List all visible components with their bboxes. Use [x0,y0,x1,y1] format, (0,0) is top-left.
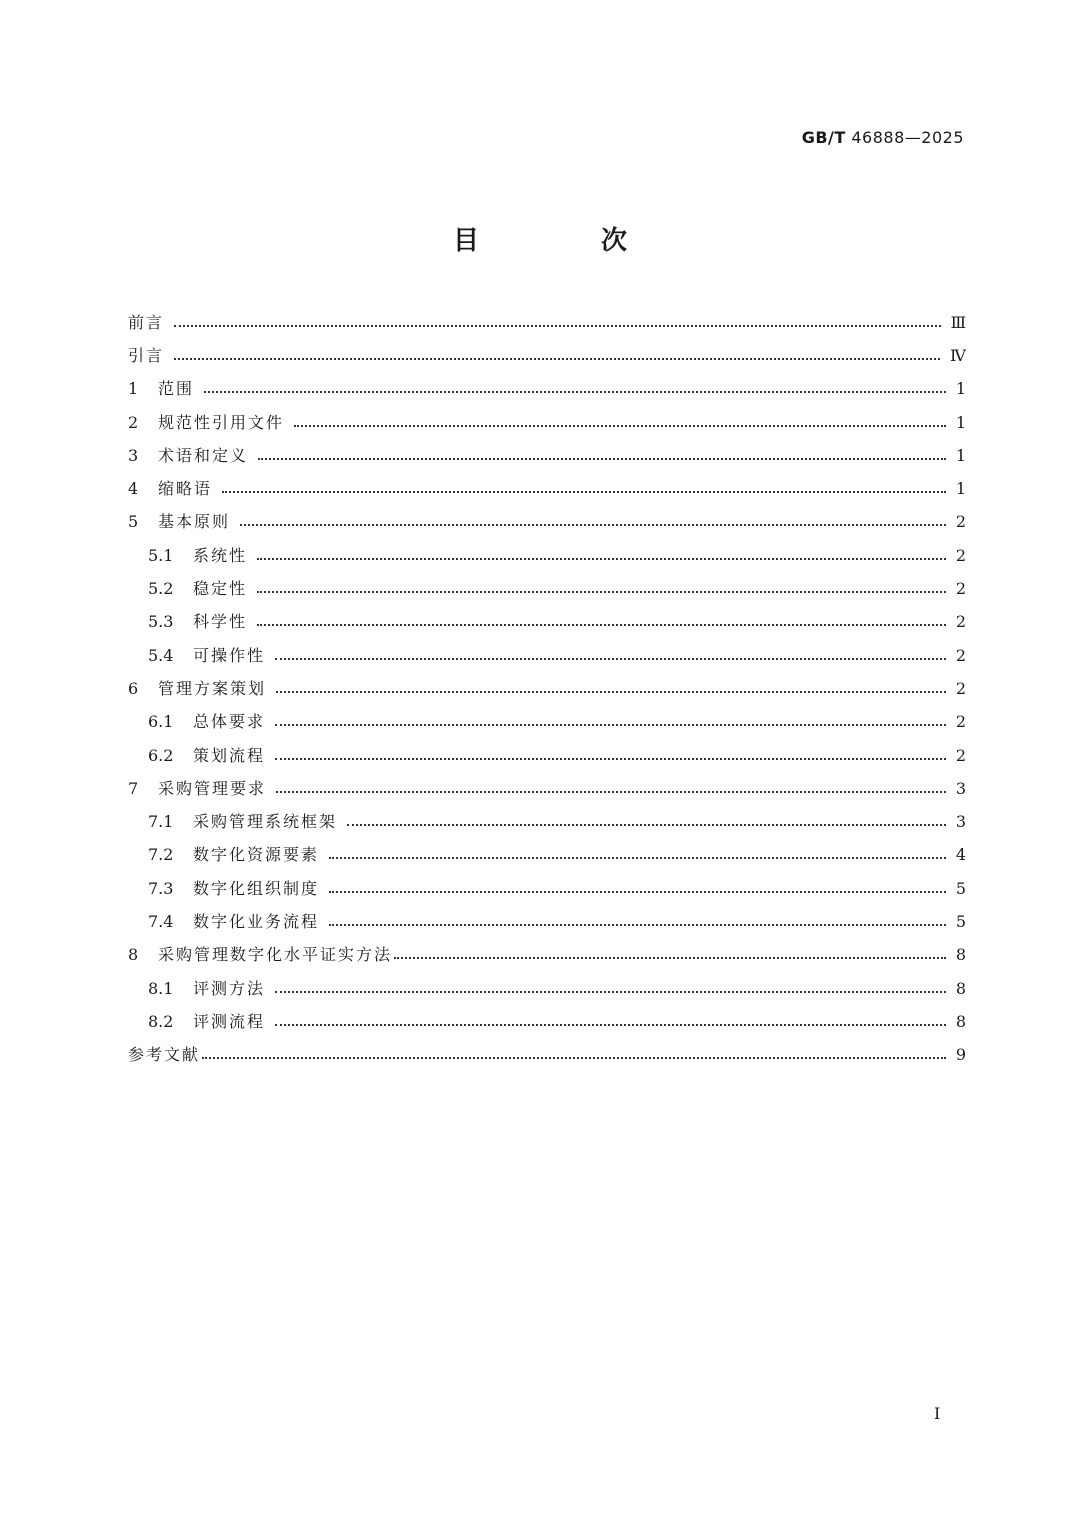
toc-number: 3 [128,445,139,465]
toc-label: 管理方案策划 [158,678,267,698]
toc-entry-foreword[interactable] [128,306,966,339]
toc-leader-dots [257,558,946,560]
toc-number: 1 [128,379,139,399]
toc-leader-dots [222,491,946,493]
toc-leader-dots [394,957,946,959]
toc-leader-dots [329,891,946,893]
toc-label: 前言 [128,312,165,332]
toc-entry-5-4[interactable] [128,639,966,672]
toc-number: 2 [128,412,139,432]
toc-number: 4 [128,479,139,499]
toc-label: 评测方法 [193,978,266,998]
toc-number: 8 [128,945,139,965]
toc-entry-7-4[interactable] [128,905,966,938]
toc-page: Ⅲ [950,312,966,332]
toc-number: 6 [128,678,139,698]
toc-leader-dots [347,824,946,826]
toc-page: Ⅳ [950,345,966,365]
toc-number: 8.1 [148,978,174,998]
toc-number: 5.2 [148,579,174,599]
toc-number: 5.3 [148,612,174,632]
standard-prefix: GB/T [801,128,846,147]
toc-entry-8-2[interactable] [128,1005,966,1038]
toc-leader-dots [204,391,946,393]
toc-page: 8 [955,1011,966,1031]
toc-page: 4 [955,845,966,865]
toc-page: 8 [955,945,966,965]
toc-label: 采购管理要求 [158,778,267,798]
standard-number: 46888—2025 [851,128,964,147]
standard-code [802,128,964,147]
toc-entry-8-1[interactable] [128,972,966,1005]
toc-entry-6[interactable] [128,672,966,705]
toc-entry-3[interactable] [128,439,966,472]
toc-page: 5 [955,878,966,898]
toc-page: 1 [955,379,966,399]
table-of-contents [128,306,966,1072]
toc-page: 2 [955,579,966,599]
toc-entry-5-2[interactable] [128,572,966,605]
toc-number: 7.4 [148,911,174,931]
toc-leader-dots [276,791,946,793]
toc-entry-7[interactable] [128,772,966,805]
toc-label: 采购管理数字化水平证实方法 [158,945,393,965]
toc-label: 可操作性 [193,645,266,665]
toc-entry-5[interactable] [128,506,966,539]
toc-leader-dots [275,758,946,760]
toc-page: 5 [955,911,966,931]
toc-label: 稳定性 [193,579,248,599]
toc-number: 8.2 [148,1011,174,1031]
toc-leader-dots [294,425,946,427]
toc-leader-dots [174,325,941,327]
toc-leader-dots [275,991,946,993]
toc-entry-6-2[interactable] [128,739,966,772]
toc-page: 3 [955,778,966,798]
toc-page: 2 [955,512,966,532]
toc-page: 2 [955,712,966,732]
toc-page: 9 [955,1045,966,1065]
toc-label: 采购管理系统框架 [193,812,338,832]
toc-leader-dots [258,458,946,460]
toc-page: 2 [955,612,966,632]
toc-label: 规范性引用文件 [158,412,285,432]
toc-leader-dots [275,658,946,660]
toc-entry-4[interactable] [128,472,966,505]
toc-number: 5 [128,512,139,532]
toc-label: 科学性 [193,612,248,632]
toc-page: 2 [955,645,966,665]
toc-entry-7-2[interactable] [128,839,966,872]
page-title: 目 次 [452,226,675,256]
toc-number: 7.1 [148,812,174,832]
toc-page: 2 [955,678,966,698]
toc-label: 缩略语 [158,479,213,499]
toc-entry-7-1[interactable] [128,805,966,838]
toc-page: 1 [955,412,966,432]
toc-number: 5.4 [148,645,174,665]
page-number: I [934,1404,941,1423]
toc-entry-7-3[interactable] [128,872,966,905]
toc-entry-2[interactable] [128,406,966,439]
toc-leader-dots [329,924,946,926]
toc-label: 范围 [158,379,195,399]
toc-entry-bibliography[interactable] [128,1039,966,1072]
toc-entry-5-3[interactable] [128,606,966,639]
toc-number: 7.3 [148,878,174,898]
toc-leader-dots [257,591,946,593]
toc-label: 系统性 [193,545,248,565]
toc-label: 数字化组织制度 [193,878,320,898]
toc-label: 评测流程 [193,1011,266,1031]
toc-number: 6.1 [148,712,174,732]
toc-number: 6.2 [148,745,174,765]
toc-entry-6-1[interactable] [128,706,966,739]
toc-entry-8[interactable] [128,939,966,972]
toc-entry-1[interactable] [128,373,966,406]
toc-label: 基本原则 [158,512,231,532]
toc-label: 数字化业务流程 [193,911,320,931]
toc-label: 引言 [128,345,165,365]
toc-page: 2 [955,745,966,765]
toc-leader-dots [275,1024,946,1026]
toc-label: 总体要求 [193,712,266,732]
toc-page: 1 [955,479,966,499]
toc-label: 术语和定义 [158,445,249,465]
toc-entry-5-1[interactable] [128,539,966,572]
toc-leader-dots [276,691,946,693]
toc-number: 7.2 [148,845,174,865]
toc-label: 策划流程 [193,745,266,765]
toc-leader-dots [275,724,946,726]
toc-label: 数字化资源要素 [193,845,320,865]
toc-page: 3 [955,812,966,832]
toc-leader-dots [174,358,940,360]
toc-label: 参考文献 [128,1045,201,1065]
toc-number: 5.1 [148,545,174,565]
toc-leader-dots [329,857,946,859]
toc-number: 7 [128,778,139,798]
toc-leader-dots [257,624,946,626]
toc-leader-dots [240,524,946,526]
toc-page: 1 [955,445,966,465]
toc-leader-dots [202,1057,946,1059]
toc-page: 8 [955,978,966,998]
toc-entry-introduction[interactable] [128,339,966,372]
toc-page: 2 [955,545,966,565]
